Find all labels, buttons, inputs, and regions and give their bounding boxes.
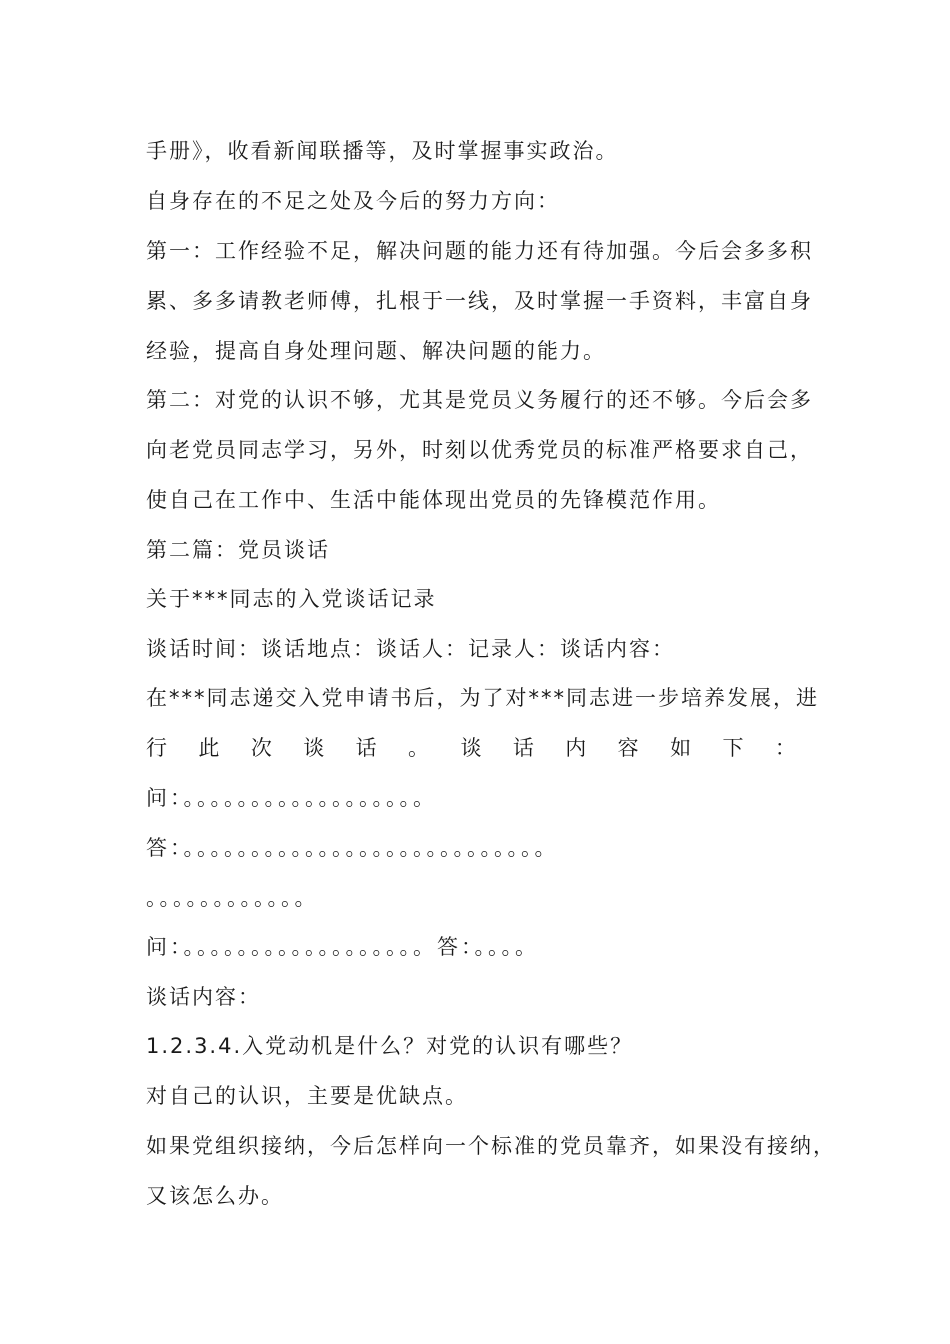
text-line-20: 对自己的认识，主要是优缺点。 (146, 1084, 468, 1108)
question-list: 1.2.3.4.入党动机是什么？对党的认识有哪些？ (146, 1034, 634, 1058)
text-line-7: 向老党员同志学习，另外，时刻以优秀党员的标准严格要求自己， (146, 438, 813, 462)
text-line-6: 第二：对党的认识不够，尤其是党员义务履行的还不够。今后会多 (146, 388, 813, 412)
record-fields: 谈话时间：谈话地点：谈话人：记录人：谈话内容： (146, 637, 675, 661)
talk-content-label: 谈话内容： (146, 985, 261, 1009)
spread-char: 此 (198, 736, 220, 760)
text-line-5: 经验，提高自身处理问题、解决问题的能力。 (146, 339, 606, 363)
section-heading: 第二篇：党员谈话 (146, 538, 330, 562)
spread-char: 内 (565, 736, 587, 760)
spread-char: 次 (250, 736, 272, 760)
spread-char: 行 (146, 736, 167, 760)
text-line-3: 第一：工作经验不足，解决问题的能力还有待加强。今后会多多积 (146, 239, 813, 263)
text-line-12: 在***同志递交入党申请书后，为了对***同志进一步培养发展，进 (146, 686, 819, 710)
spread-char: ： (774, 736, 796, 760)
spread-char: 话 (512, 736, 534, 760)
text-line-13-justified (146, 733, 796, 763)
spread-char: 话 (355, 736, 377, 760)
question-answer-line-2: 问：。。。。。。。。。。。。。。。。。。答：。。。。 (146, 935, 539, 959)
text-line-8: 使自己在工作中、生活中能体现出党员的先锋模范作用。 (146, 488, 721, 512)
text-line-4: 累、多多请教老师傅，扎根于一线，及时掌握一手资料，丰富自身 (146, 289, 813, 313)
answer-line-1: 答：。。。。。。。。。。。。。。。。。。。。。。。。。。。 (146, 836, 559, 860)
record-title: 关于***同志的入党谈话记录 (146, 587, 437, 611)
spread-char: 谈 (303, 736, 325, 760)
question-line-1: 问：。。。。。。。。。。。。。。。。。。 (146, 786, 437, 810)
spread-char: 谈 (460, 736, 482, 760)
text-line-21: 如果党组织接纳，今后怎样向一个标准的党员靠齐，如果没有接纳， (146, 1134, 836, 1158)
text-line-22: 又该怎么办。 (146, 1184, 284, 1208)
spread-char: 如 (670, 736, 692, 760)
answer-continuation: 。。。。。。。。。。。。 (146, 886, 319, 910)
text-line-2: 自身存在的不足之处及今后的努力方向： (146, 189, 560, 213)
text-line-1: 手册》，收看新闻联播等，及时掌握事实政治。 (146, 139, 619, 163)
spread-char: 下 (722, 736, 744, 760)
spread-char: 。 (408, 736, 430, 760)
spread-char: 容 (617, 736, 639, 760)
